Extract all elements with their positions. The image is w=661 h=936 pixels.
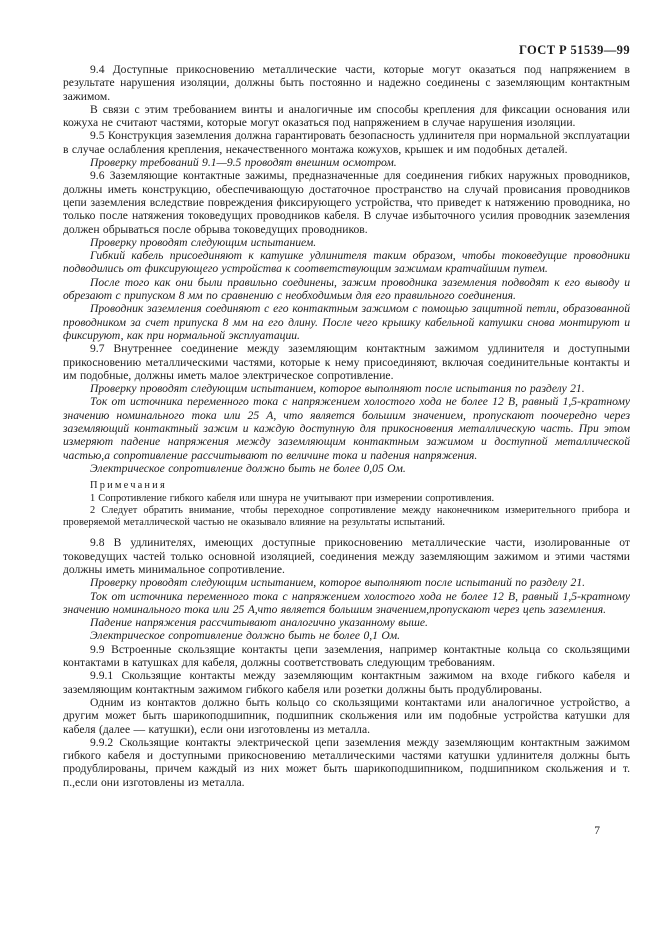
paragraph: Проверку проводят следующим испытанием. [90,235,317,249]
paragraph: Ток от источника переменного тока с напряжением холостого хода не более 12 В, равный 1,5-кратному значению номинального тока или 25 А,что является большим значением,пропускают через цепь заземления. [63,589,630,616]
paragraph: 9.9.1 Скользящие контакты между заземляющим контактным зажимом на входе гибкого кабеля и заземляющим контактным зажимом гибкого кабеля или розетки должны быть продублированы. [63,669,630,696]
paragraph: Электрическое сопротивление должно быть не более 0,05 Ом. [90,461,406,475]
paragraph: 9.8 В удлинителях, имеющих доступные прикосновению металлические части, изолированные от токоведущих частей только основной изоляцией, соединения между заземляющим зажимом и этими частями должны иметь минимальное сопротивление. [63,536,630,576]
paragraph: Одним из контактов должно быть кольцо со скользящими контактами или аналогичное устройство, а другим может быть шарикоподшипник, подшипник скольжения или им подобные устройства катушки для кабеля (далее — катушки), если они изготовлены из металла. [63,695,630,736]
paragraph: Электрическое сопротивление должно быть не более 0,1 Ом. [90,629,401,643]
paragraph: Проверку проводят следующим испытанием, которое выполняют после испытаний по разделу 21. [90,576,586,590]
paragraph: 9.7 Внутреннее соединение между заземляющим контактным зажимом удлинителя и доступными прикосновению металлическими частями, которые к нему присоединяют, включая соединительные контакты и им подобные, должны иметь малое электрическое сопротивление. [63,342,630,382]
note-paragraph: 1 Сопротивление гибкого кабеля или шнура не учитывают при измерении сопротивления. [90,492,495,504]
paragraph: Проводник заземления соединяют с его контактным зажимом с помощью защитной петли, образованной проводником за счет припуска 8 мм на его длину. После чего крышку кабельной катушки снова монтируют и фиксируют, как при нормальной эксплуатации. [63,302,630,342]
note-paragraph: 2 Следует обратить внимание, чтобы переходное сопротивление между наконечником измерительного прибора и проверяемой металлической частью не оказывало влияние на результаты испытаний. [63,504,630,529]
paragraph: 9.4 Доступные прикосновению металлические части, которые могут оказаться под напряжением в результате нарушения изоляции, должны быть постоянно и надежно соединены с заземляющим контактным зажимом. [63,63,630,103]
paragraph: 9.9 Встроенные скользящие контакты цепи заземления, например контактные кольца со скользящими контактами в катушках для кабеля, должны соответствовать следующим требованиям. [63,642,630,670]
paragraph: Гибкий кабель присоединяют к катушке удлинителя таким образом, чтобы токоведущие проводники подводились от фиксирующего устройства к соответствующим зажимам кратчайшим путем. [63,249,630,276]
running-header-doc-code: ГОСТ Р 51539—99 [518,43,630,57]
paragraph: Падение напряжения рассчитывают аналогично указанному выше. [90,616,428,630]
paragraph: После того как они были правильно соединены, зажим проводника заземления подводят к его выводу и обрезают с припуском 8 мм по сравнению с необходимым для его правильного соединения. [63,275,630,303]
paragraph: В связи с этим требованием винты и аналогичные им способы крепления для фиксации основания или кожуха не считают частями, которые могут оказаться под напряжением в случае нарушения изоляции. [63,102,630,130]
page-number: 7 [594,825,600,837]
paragraph: 9.9.2 Скользящие контакты электрической цепи заземления между заземляющим контактным зажимом гибкого кабеля и доступными прикосновению металлическими частями катушки удлинителя должны быть продублированы, причем каждый из них может быть шарикоподшипником, подшипником скольжения и т. п.,если они изготовлены из металла. [63,735,630,789]
document-body [63,63,630,789]
paragraph: Ток от источника переменного тока с напряжением холостого хода не более 12 В, равный 1,5-кратному значению номинального тока или 25 А, что является большим значением, пропускают поочередно через заземляющий контактный зажим и каждую доступную для прикосновения металлическую часть. При этом измеряют падение напряжения между заземляющим контактным зажимом и доступной металлической частью,а сопротивление рассчитывают по величине тока и падения напряжения. [63,395,630,462]
paragraph: Проверку требований 9.1—9.5 проводят внешним осмотром. [90,156,397,170]
notes-header: Примечания [90,480,167,492]
paragraph: 9.5 Конструкция заземления должна гарантировать безопасность удлинителя при нормальной эксплуатации в случае ослабления крепления, некачественного монтажа кожухов, крышек и им подобных деталей. [63,129,630,156]
paragraph: 9.6 Заземляющие контактные зажимы, предназначенные для соединения гибких наружных проводников, должны иметь конструкцию, обеспечивающую достаточное пространство на случай провисания проводников цепи заземления вследствие повреждения фиксирующего устройства, что приведет к натяжению проводника, но только после натяжения токоведущих проводников кабеля. В случае избыточного усилия проводник заземления должен обрываться после обрыва токоведущих проводников. [63,169,630,236]
paragraph: Проверку проводят следующим испытанием, которое выполняют после испытания по разделу 21. [90,382,585,396]
